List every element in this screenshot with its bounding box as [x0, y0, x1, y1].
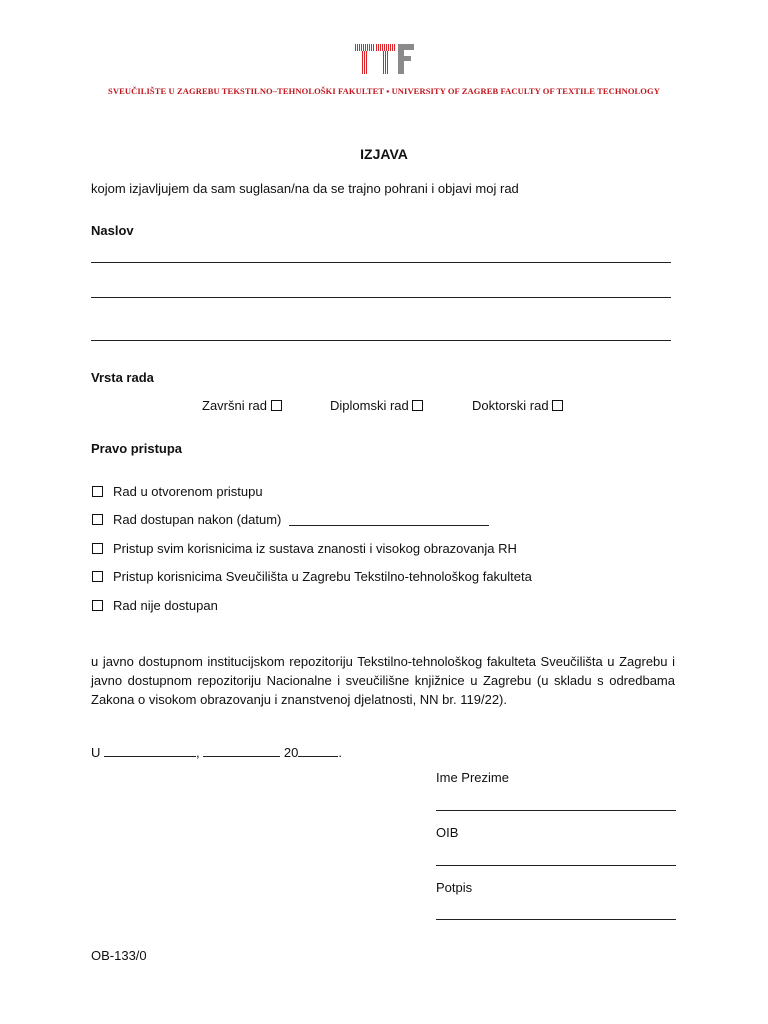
access-option-university[interactable]	[92, 568, 532, 584]
document-title: IZJAVA	[360, 146, 408, 162]
header-separator: ▪	[386, 86, 390, 96]
institution-header	[0, 86, 768, 96]
place-date-line	[91, 744, 342, 760]
access-option-not-available[interactable]	[92, 597, 218, 613]
year-suffix: .	[338, 745, 342, 760]
access-option-label: Pristup svim korisnicima iz sustava znanosti i visokog obrazovanja RH	[113, 540, 517, 556]
work-type-doktorski[interactable]	[472, 398, 563, 413]
pravo-pristupa-label: Pravo pristupa	[91, 441, 183, 456]
signature-line[interactable]	[436, 919, 676, 920]
checkbox-diplomski[interactable]	[412, 400, 423, 411]
logo-letter-t-red	[355, 44, 374, 74]
work-type-label: Završni rad	[202, 398, 268, 413]
access-option-label: Pristup korisnicima Sveučilišta u Zagrebu Tekstilno-tehnološkog fakulteta	[113, 568, 532, 584]
date-blank[interactable]	[203, 744, 280, 757]
institution-name-en: UNIVERSITY OF ZAGREB FACULTY OF TEXTILE TECHNOLOGY	[391, 86, 660, 96]
name-line[interactable]	[436, 810, 676, 811]
oib-line[interactable]	[436, 865, 676, 866]
place-blank[interactable]	[104, 744, 196, 757]
logo-letter-t-red-2	[376, 44, 395, 74]
work-type-label: Diplomski rad	[330, 398, 409, 413]
logo-letter-f-grey	[398, 44, 414, 74]
access-option-label: Rad nije dostupan	[113, 597, 218, 613]
signature-label: Potpis	[436, 880, 473, 895]
date-blank-line[interactable]	[289, 513, 489, 526]
work-type-label: Doktorski rad	[472, 398, 549, 413]
access-option-after-date[interactable]	[92, 511, 489, 527]
work-type-zavrsni[interactable]	[202, 398, 282, 413]
document-code: OB-133/0	[91, 948, 147, 963]
checkbox-university[interactable]	[92, 571, 103, 582]
repository-statement: u javno dostupnom institucijskom repozitoriju Tekstilno-tehnološkog fakulteta Sveučilišta u Zagrebu i javno dostupnom repozitoriju Nacionalne i sveučilišne knjižnice u Zagrebu (u skladu s odredbama Zakona o visokom obrazovanju i znanstvenoj djelatnosti, NN br. 119/22).	[91, 654, 675, 707]
access-option-label: Rad u otvorenom pristupu	[113, 483, 263, 499]
checkbox-zavrsni[interactable]	[271, 400, 282, 411]
title-line-3[interactable]	[91, 340, 671, 341]
title-line-2[interactable]	[91, 297, 671, 298]
oib-label: OIB	[436, 825, 459, 840]
faculty-logo	[354, 42, 416, 76]
access-option-open[interactable]	[92, 483, 263, 499]
vrsta-rada-label: Vrsta rada	[91, 370, 154, 385]
title-line-1[interactable]	[91, 262, 671, 263]
checkbox-doktorski[interactable]	[552, 400, 563, 411]
naslov-label: Naslov	[91, 223, 134, 238]
access-option-science-system[interactable]	[92, 540, 517, 556]
year-blank[interactable]	[298, 744, 338, 757]
access-option-label: Rad dostupan nakon (datum)	[113, 511, 282, 527]
name-label: Ime Prezime	[436, 770, 509, 785]
checkbox-not-available[interactable]	[92, 600, 103, 611]
place-comma: ,	[196, 745, 200, 760]
checkbox-after-date[interactable]	[92, 514, 103, 525]
place-prefix: U	[91, 745, 101, 760]
checkbox-science-system[interactable]	[92, 543, 103, 554]
work-type-diplomski[interactable]	[330, 398, 423, 413]
institution-name-hr: SVEUČILIŠTE U ZAGREBU TEKSTILNO–TEHNOLOŠKI FAKULTET	[108, 86, 384, 96]
year-prefix: 20	[283, 745, 299, 760]
checkbox-open-access[interactable]	[92, 486, 103, 497]
document-subtitle: kojom izjavljujem da sam suglasan/na da se trajno pohrani i objavi moj rad	[91, 181, 519, 196]
